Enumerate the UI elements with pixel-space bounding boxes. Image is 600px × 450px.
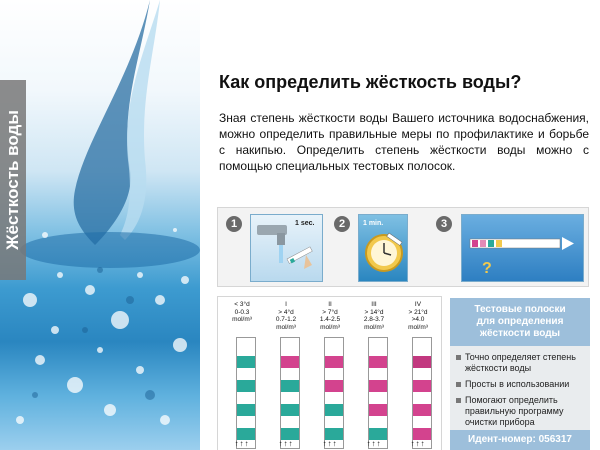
test-strip	[280, 337, 300, 449]
step-2-caption: 1 min.	[363, 220, 384, 227]
hardness-label: I > 4°d 0.7-1.2 mol/m³	[275, 301, 297, 331]
hardness-label: < 3°d 0-0.3 mol/m³	[232, 301, 252, 323]
strip-pad	[369, 356, 387, 368]
svg-text:?: ?	[482, 260, 492, 277]
step-2-illustration	[358, 214, 408, 282]
strip-pad	[413, 356, 431, 368]
test-strip	[368, 337, 388, 449]
strip-pad	[413, 404, 431, 416]
bullet-icon	[456, 355, 461, 360]
hardness-column	[312, 301, 348, 448]
product-info-title: Тестовые полоски для определения жёсткости воды	[450, 298, 590, 346]
hardness-label: II > 7°d 1.4-2.5 mol/m³	[319, 301, 341, 331]
hardness-column	[400, 301, 436, 448]
compare-strip-icon	[462, 215, 585, 281]
test-strip	[412, 337, 432, 449]
feature-item: Просты в использовании	[456, 379, 586, 390]
hardness-column	[356, 301, 392, 448]
strip-pad	[369, 380, 387, 392]
feature-list	[456, 352, 586, 433]
test-strip	[324, 337, 344, 449]
page-title: Как определить жёсткость воды?	[219, 72, 522, 92]
strip-pad	[237, 356, 255, 368]
intro-paragraph: Зная степень жёсткости воды Вашего источника водоснабжения, можно определить правильные меры по профилактике и борьбе с накипью. Определить степень жёсткости воды можно с помощью специальных тестовых полосок.	[219, 111, 589, 173]
strip-pad	[237, 404, 255, 416]
strip-pad	[325, 356, 343, 368]
strip-pad	[237, 380, 255, 392]
strip-arrows: ↑↑↑	[322, 439, 338, 448]
strip-pad	[325, 404, 343, 416]
hardness-label: IV > 21°d >4.0 mol/m³	[408, 301, 428, 331]
step-1-number: 1	[226, 216, 242, 232]
strip-arrows: ↑↑↑	[234, 439, 250, 448]
sidebar-title: Жёсткость воды	[3, 110, 22, 250]
step-2-number: 2	[334, 216, 350, 232]
strip-pad	[325, 380, 343, 392]
steps-panel	[217, 207, 589, 287]
test-strip	[236, 337, 256, 449]
bullet-icon	[456, 382, 461, 387]
strip-pad	[281, 380, 299, 392]
strip-pad	[281, 356, 299, 368]
feature-item: Помогают определить правильную программу очистки прибора	[456, 395, 586, 428]
step-1-illustration	[250, 214, 323, 282]
strip-arrows: ↑↑↑	[366, 439, 382, 448]
product-info-box	[450, 298, 590, 450]
water-splash-image	[0, 0, 200, 450]
step-3-number: 3	[436, 216, 452, 232]
strip-pad	[369, 404, 387, 416]
hardness-chart	[217, 296, 442, 450]
hardness-label: III > 14°d 2.8-3.7 mol/m³	[363, 301, 385, 331]
strip-arrows: ↑↑↑	[410, 439, 426, 448]
hardness-column	[268, 301, 304, 448]
feature-item: Точно определяет степень жёсткости воды	[456, 352, 586, 374]
bullet-icon	[456, 398, 461, 403]
strip-pad	[281, 404, 299, 416]
step-3-illustration	[461, 214, 584, 282]
hardness-column	[224, 301, 260, 448]
step-1-caption: 1 sec.	[295, 220, 315, 227]
strip-arrows: ↑↑↑	[278, 439, 294, 448]
strip-pad	[413, 380, 431, 392]
article-number: Идент-номер: 056317	[450, 430, 590, 450]
